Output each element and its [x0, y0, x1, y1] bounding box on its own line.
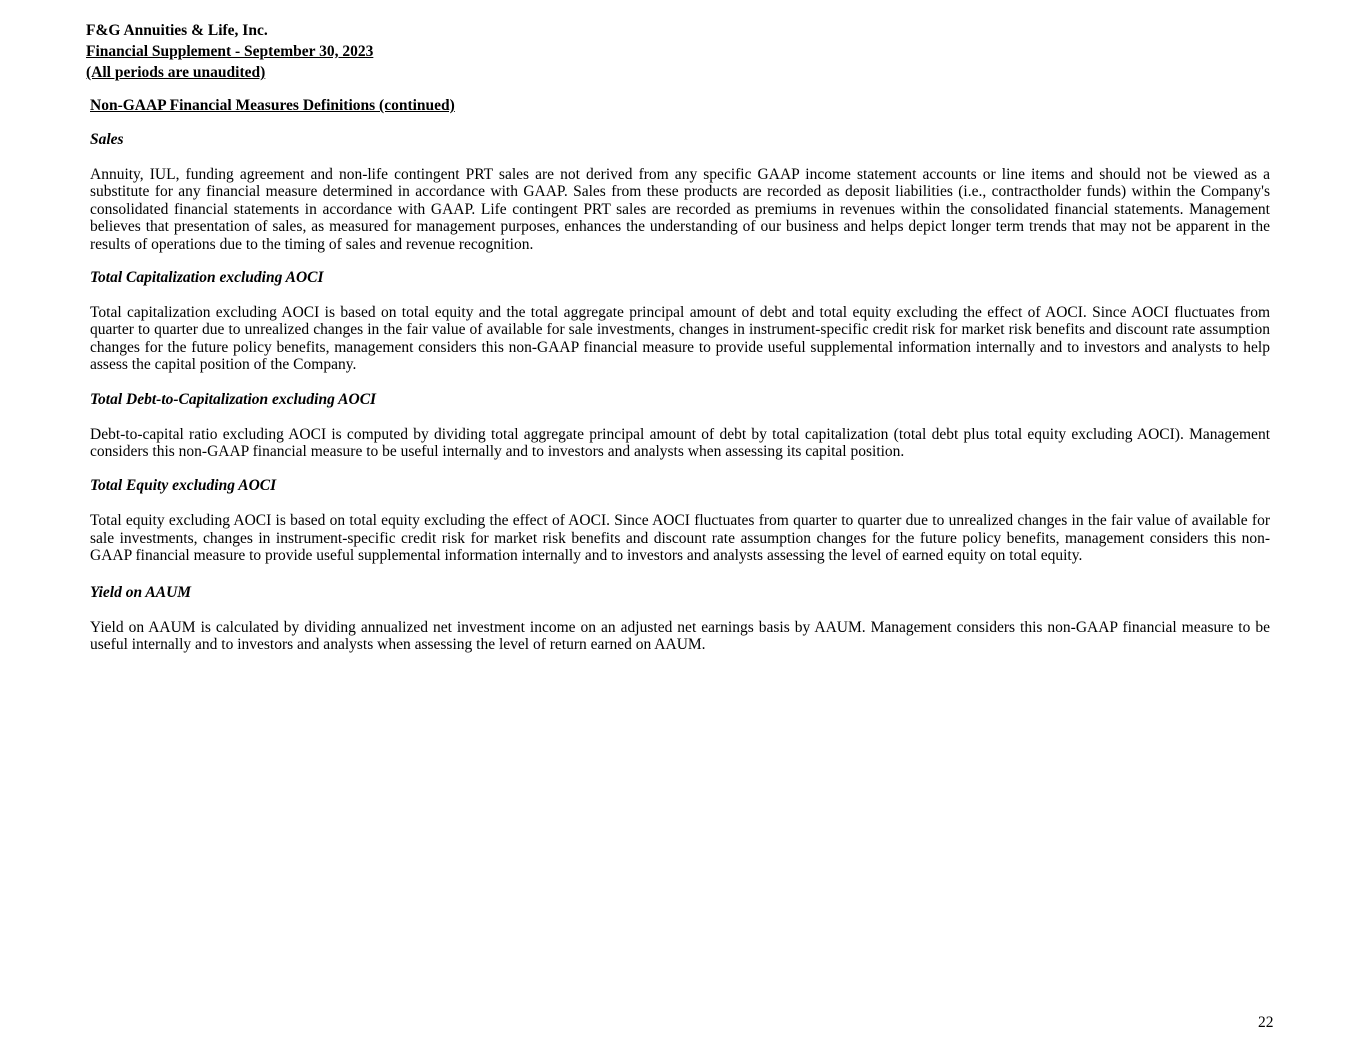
company-name: F&G Annuities & Life, Inc.	[86, 22, 268, 39]
definition-body-debt-to-capitalization: Debt-to-capital ratio excluding AOCI is computed by dividing total aggregate principal amount of debt by total capitalization (total debt plus total equity excluding AOCI). Management considers this non-GAAP financial measure to be useful internally and to investors and analysts when assessing its capital position.	[90, 425, 1270, 461]
definition-heading-total-capitalization: Total Capitalization excluding AOCI	[90, 269, 324, 287]
page-header	[86, 20, 373, 83]
definition-heading-sales: Sales	[90, 131, 124, 148]
supplement-title: Financial Supplement - September 30, 2023	[86, 43, 374, 60]
definition-body-sales: Annuity, IUL, funding agreement and non-life contingent PRT sales are not derived from any specific GAAP income statement accounts or line items and should not be viewed as a substitute for any financial measure determined in accordance with GAAP. Sales from these products are recorded as deposit liabilities (i.e., contractholder funds) within the Company's consolidated financial statements in accordance with GAAP. Life contingent PRT sales are recorded as premiums in revenues within the consolidated financial statements. Management believes that presentation of sales, as measured for management purposes, enhances the understanding of our business and helps depict longer term trends that may not be apparent in the results of operations due to the timing of sales and revenue recognition.	[90, 166, 1270, 253]
unaudited-note: (All periods are unaudited)	[86, 64, 266, 81]
definition-body-total-capitalization: Total capitalization excluding AOCI is based on total equity and the total aggregate principal amount of debt and total equity excluding the effect of AOCI. Since AOCI fluctuates from quarter to quarter due to unrealized changes in the fair value of available for sale investments, changes in instrument-specific credit risk for market risk benefits and discount rate assumption changes for the future policy benefits, management considers this non-GAAP financial measure to provide useful supplemental information internally and to investors and analysts to help assess the capital position of the Company.	[90, 304, 1270, 374]
document-body	[90, 96, 1270, 654]
definition-heading-yield-on-aaum: Yield on AAUM	[90, 583, 192, 601]
page-number: 22	[1258, 1014, 1274, 1031]
definition-body-total-equity: Total equity excluding AOCI is based on total equity excluding the effect of AOCI. Since AOCI fluctuates from quarter to quarter due to unrealized changes in the fair value of available for sale investments, changes in instrument-specific credit risk for market risk benefits and discount rate assumption changes for the future policy benefits, management considers this non-GAAP financial measure to provide useful supplemental information internally and to investors and analysts assessing the level of earned equity on total equity.	[90, 512, 1270, 565]
section-title: Non-GAAP Financial Measures Definitions (continued)	[90, 97, 455, 114]
definition-heading-debt-to-capitalization: Total Debt-to-Capitalization excluding AOCI	[90, 390, 377, 408]
definition-body-yield-on-aaum: Yield on AAUM is calculated by dividing annualized net investment income on an adjusted net earnings basis by AAUM. Management considers this non-GAAP financial measure to be useful internally and to investors and analysts when assessing the level of return earned on AAUM.	[90, 618, 1270, 654]
definition-heading-total-equity: Total Equity excluding AOCI	[90, 477, 277, 495]
